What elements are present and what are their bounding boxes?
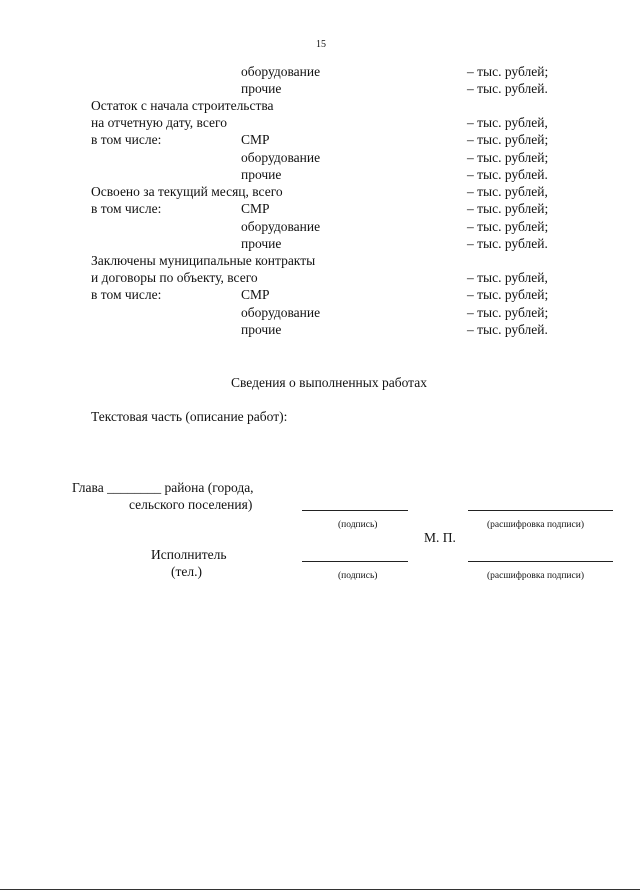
- row-label: СМР: [241, 201, 270, 216]
- row-unit: – тыс. рублей;: [467, 201, 549, 216]
- block-title: на отчетную дату, всего: [91, 115, 227, 130]
- including-label: в том числе:: [91, 201, 162, 216]
- row-label: оборудование: [241, 305, 321, 320]
- block-title: Заключены муниципальные контракты: [91, 253, 316, 268]
- including-label: в том числе:: [91, 132, 162, 147]
- row-label: прочие: [241, 81, 282, 96]
- signature-line: [302, 510, 408, 511]
- row-label: прочие: [241, 322, 282, 337]
- signature-caption: (подпись): [338, 571, 378, 581]
- row-unit: – тыс. рублей;: [467, 219, 549, 234]
- block-title: Остаток с начала строительства: [91, 98, 274, 113]
- decoding-line: [468, 510, 613, 511]
- row-label: СМР: [241, 287, 270, 302]
- row-unit: – тыс. рублей;: [467, 150, 549, 165]
- row-label: оборудование: [241, 64, 321, 79]
- signature-caption: (подпись): [338, 520, 378, 530]
- row-unit: – тыс. рублей;: [467, 287, 549, 302]
- row-unit: – тыс. рублей;: [467, 64, 549, 79]
- row-unit: – тыс. рублей.: [467, 236, 548, 251]
- stamp-place: М. П.: [424, 530, 456, 545]
- decoding-caption: (расшифровка подписи): [487, 520, 584, 530]
- row-unit: – тыс. рублей.: [467, 167, 548, 182]
- row-label: СМР: [241, 132, 270, 147]
- block-title: Освоено за текущий месяц, всего: [91, 184, 283, 199]
- decoding-caption: (расшифровка подписи): [487, 571, 584, 581]
- row-unit: – тыс. рублей,: [467, 184, 548, 199]
- head-title: Глава ________ района (города,: [72, 480, 254, 495]
- row-unit: – тыс. рублей;: [467, 132, 549, 147]
- page-bottom-rule: [0, 889, 640, 890]
- row-unit: – тыс. рублей.: [467, 81, 548, 96]
- row-unit: – тыс. рублей;: [467, 305, 549, 320]
- decoding-line: [468, 561, 613, 562]
- including-label: в том числе:: [91, 287, 162, 302]
- phone-label: (тел.): [171, 564, 202, 579]
- head-title: сельского поселения): [129, 497, 253, 512]
- signature-line: [302, 561, 408, 562]
- row-label: прочие: [241, 236, 282, 251]
- row-label: оборудование: [241, 150, 321, 165]
- block-title: и договоры по объекту, всего: [91, 270, 258, 285]
- executor-label: Исполнитель: [151, 547, 227, 562]
- page-number: 15: [316, 39, 326, 50]
- row-unit: – тыс. рублей,: [467, 115, 548, 130]
- row-unit: – тыс. рублей,: [467, 270, 548, 285]
- text-part-label: Текстовая часть (описание работ):: [91, 409, 288, 424]
- row-label: оборудование: [241, 219, 321, 234]
- row-label: прочие: [241, 167, 282, 182]
- row-unit: – тыс. рублей.: [467, 322, 548, 337]
- section-heading: Сведения о выполненных работах: [231, 375, 427, 390]
